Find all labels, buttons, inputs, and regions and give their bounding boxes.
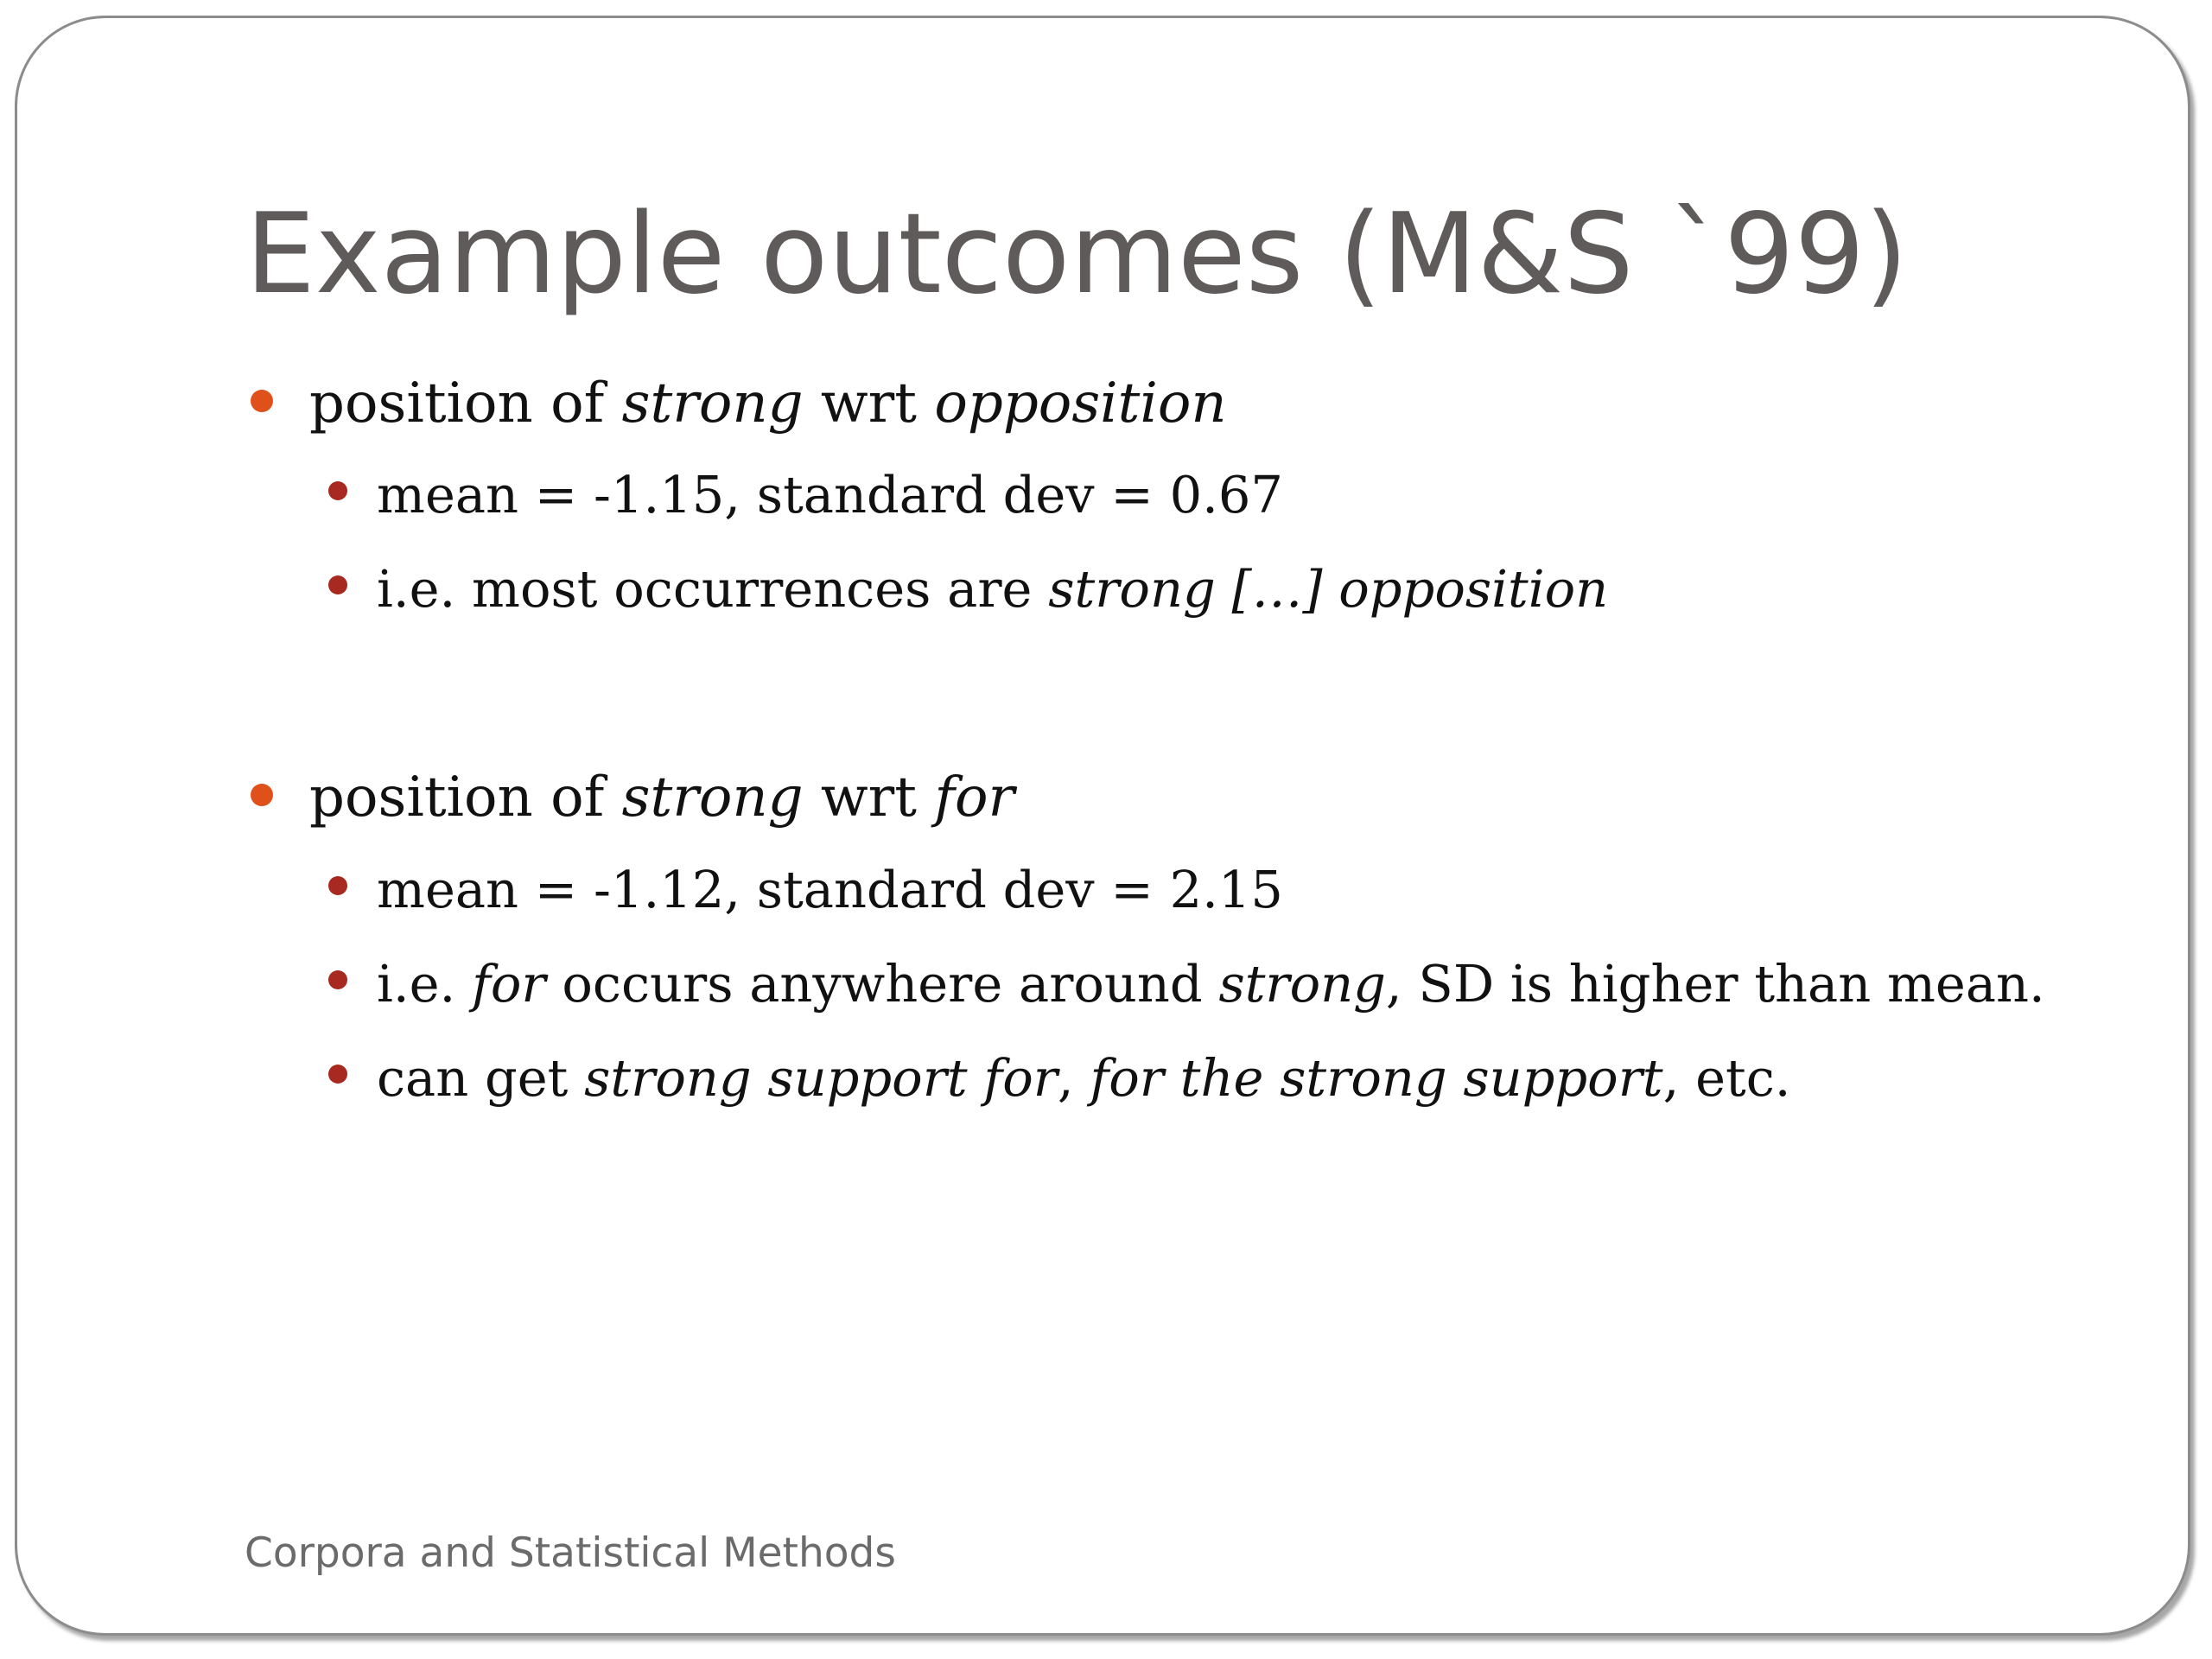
text-run: mean = -1.15, standard dev = 0.67 [377,465,1283,524]
text-run: position of [309,766,622,830]
text-run: , [1057,1048,1090,1108]
sub-bullet-dot [328,575,347,594]
text-run: can get [377,1048,585,1108]
sub-bullet-dot [328,1065,347,1084]
sub-bullet-item [377,952,2045,1016]
sub-bullet-item [377,463,1283,527]
text-run: wrt [803,766,935,830]
italic-term: opposition [934,372,1227,435]
text-run: position of [309,372,622,435]
sub-bullet-dot [328,481,347,500]
bullet-item [309,763,1014,832]
sub-bullet-dot [328,970,347,989]
slide-title: Example outcomes (M&S `99) [245,190,1909,319]
bullet-dot [251,390,273,412]
italic-term: strong support for [584,1048,1058,1108]
italic-term: strong […] opposition [1048,559,1609,619]
sub-bullet-item [377,1046,1791,1110]
bullet-dot [251,784,273,806]
italic-term: for [472,954,546,1014]
text-run: i.e. [377,954,473,1014]
text-run: , SD is higher than mean. [1385,954,2045,1014]
sub-bullet-item [377,858,1283,922]
bullet-item [309,369,1227,438]
italic-term: strong [621,372,804,435]
sub-bullet-item [377,557,1608,621]
italic-term: for [934,766,1015,830]
text-run: , etc. [1662,1048,1791,1108]
text-run: wrt [803,372,935,435]
italic-term: strong [1218,954,1386,1014]
italic-term: strong [621,766,804,830]
sub-bullet-dot [328,876,347,895]
italic-term: for the strong support [1090,1048,1663,1108]
text-run: mean = -1.12, standard dev = 2.15 [377,860,1283,919]
slide-footer: Corpora and Statistical Methods [245,1529,896,1577]
text-run: i.e. most occurrences are [377,559,1049,619]
text-run: occurs anywhere around [545,954,1219,1014]
